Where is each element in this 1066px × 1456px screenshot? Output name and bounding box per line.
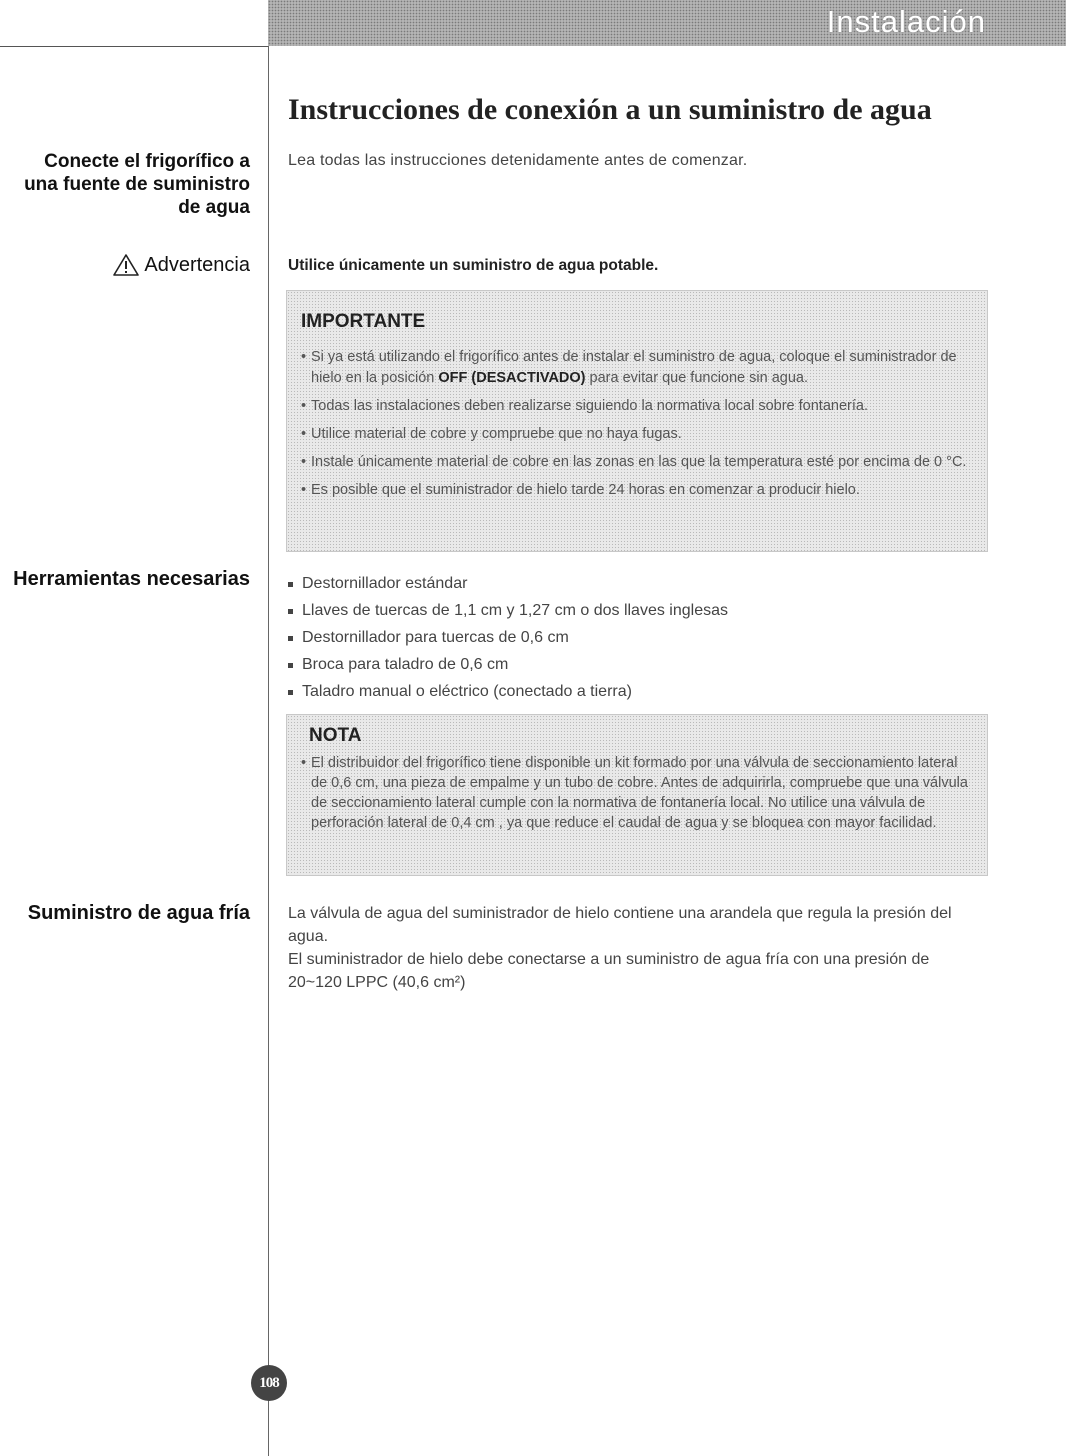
page-number: 108	[251, 1365, 287, 1401]
cold-water-text	[288, 902, 978, 994]
off-emphasis: OFF (DESACTIVADO)	[438, 370, 586, 386]
intro-text: Lea todas las instrucciones detenidamente antes de comenzar.	[288, 152, 748, 169]
important-item: • Instale únicamente material de cobre en las zonas en las que la temperatura esté por encima de 0 °C.	[301, 452, 981, 473]
column-divider	[268, 46, 269, 1456]
list-item: Taladro manual o eléctrico (conectado a tierra)	[288, 678, 728, 705]
important-item: • Es posible que el suministrador de hielo tarde 24 horas en comenzar a producir hielo.	[301, 480, 981, 501]
warning-text: Utilice únicamente un suministro de agua potable.	[288, 257, 659, 274]
section-title: Instalación	[826, 4, 986, 39]
list-item: Destornillador estándar	[288, 570, 728, 597]
sidebar-label-warning	[112, 253, 250, 277]
nota-list	[301, 753, 977, 840]
page-title: Instrucciones de conexión a un suministro de agua	[288, 93, 932, 126]
important-item: • Utilice material de cobre y compruebe que no haya fugas.	[301, 424, 981, 445]
important-item: • Si ya está utilizando el frigorífico antes de instalar el suministro de agua, coloque el suministrador de hielo en la posición OFF (DESACTIVADO) para evitar que funcione sin agua.	[301, 347, 981, 389]
important-item: • Todas las instalaciones deben realizarse siguiendo la normativa local sobre fontanería.	[301, 396, 981, 417]
important-heading: IMPORTANTE	[301, 311, 426, 332]
important-list	[301, 347, 981, 508]
warning-label: Advertencia	[144, 253, 250, 276]
nota-heading: NOTA	[309, 725, 362, 746]
sidebar-label-connect: Conecte el frigorífico a una fuente de suministro de agua	[24, 151, 250, 218]
sidebar-label-tools: Herramientas necesarias	[13, 568, 250, 590]
tools-list	[288, 570, 728, 705]
header-rule	[0, 46, 268, 47]
list-item: Llaves de tuercas de 1,1 cm y 1,27 cm o dos llaves inglesas	[288, 597, 728, 624]
cold-water-line: El suministrador de hielo debe conectarse a un suministro de agua fría con una presión de 20~120 LPPC (40,6 cm²)	[288, 951, 930, 991]
cold-water-line: La válvula de agua del suministrador de hielo contiene una arandela que regula la presión del agua.	[288, 905, 952, 945]
list-item: Broca para taladro de 0,6 cm	[288, 651, 728, 678]
warning-triangle-icon	[112, 253, 140, 277]
section-header-band	[268, 0, 1066, 46]
list-item: Destornillador para tuercas de 0,6 cm	[288, 624, 728, 651]
sidebar-label-cold-water: Suministro de agua fría	[27, 902, 250, 924]
important-box	[286, 290, 988, 552]
nota-item: • El distribuidor del frigorífico tiene disponible un kit formado por una válvula de seccionamiento lateral de 0,6 cm, una pieza de empalme y un tubo de cobre. Antes de adquirirla, compruebe que una válvula de seccionamiento lateral cumple con la normativa de fontanería local. No utilice una válvula de perforación lateral de 0,4 cm , ya que reduce el caudal de agua y se bloquea con mayor facilidad.	[301, 753, 977, 833]
nota-box	[286, 714, 988, 876]
